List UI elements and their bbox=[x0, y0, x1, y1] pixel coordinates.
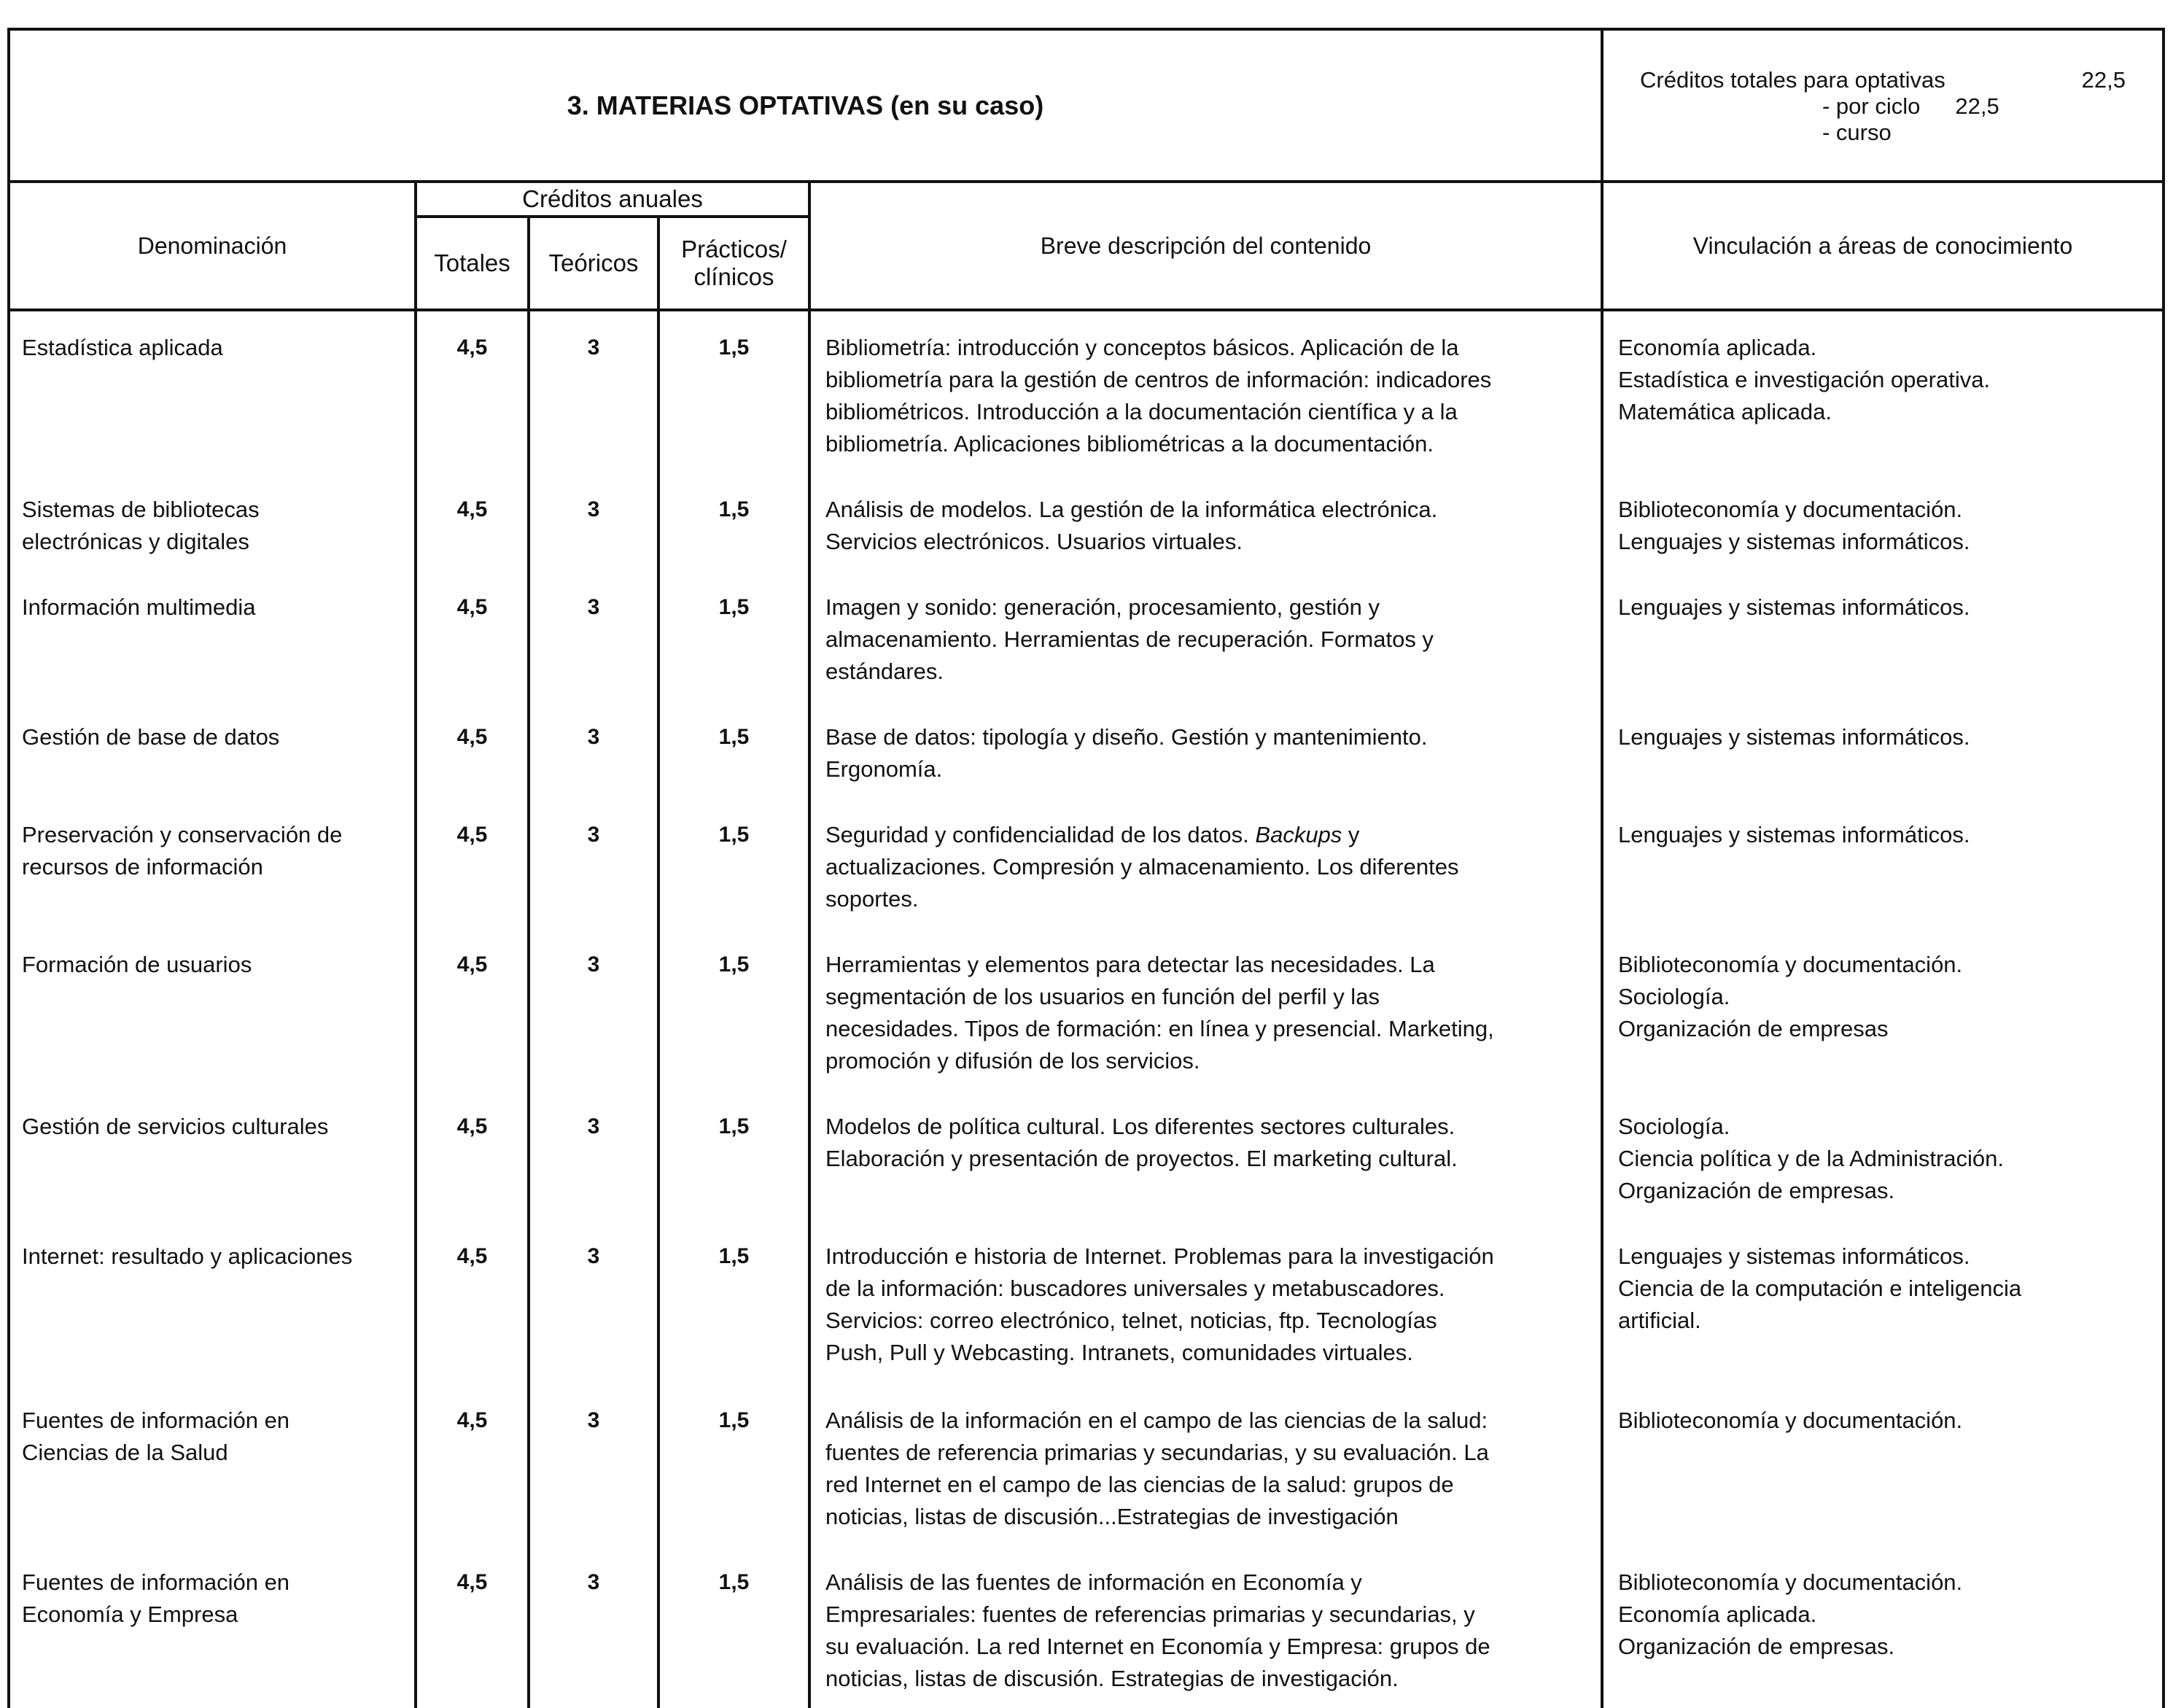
subject-description-line: de la información: buscadores universales y metabuscadores. bbox=[825, 1276, 1445, 1301]
knowledge-area-line: Lenguajes y sistemas informáticos. bbox=[1618, 822, 1970, 847]
credits-totales: 4,5 bbox=[416, 1090, 529, 1220]
col-creditos-anuales: Créditos anuales bbox=[416, 182, 809, 217]
knowledge-area-line: Economía aplicada. bbox=[1618, 335, 1817, 360]
credits-box bbox=[1602, 29, 2164, 182]
subject-description-line: Bibliometría: introducción y conceptos básicos. Aplicación de la bbox=[825, 335, 1459, 360]
knowledge-area-line: Sociología. bbox=[1618, 1114, 1730, 1139]
subject-description-line: su evaluación. La red Internet en Economía y Empresa: grupos de bbox=[825, 1634, 1490, 1659]
col-denominacion: Denominación bbox=[9, 182, 416, 310]
subject-description-line: estándares. bbox=[825, 659, 944, 684]
knowledge-area-line: Matemática aplicada. bbox=[1618, 399, 1832, 424]
subject-name bbox=[9, 571, 416, 701]
subject-description-line: Análisis de las fuentes de información en Economía y bbox=[825, 1569, 1362, 1595]
subject-description-line: Base de datos: tipología y diseño. Gestión y mantenimiento. bbox=[825, 724, 1428, 750]
knowledge-area-line: Lenguajes y sistemas informáticos. bbox=[1618, 724, 1970, 750]
credits-totales: 4,5 bbox=[416, 473, 529, 571]
subject-name-line: electrónicas y digitales bbox=[22, 529, 249, 554]
por-ciclo-label: - por ciclo bbox=[1822, 93, 1921, 119]
credits-teoricos: 3 bbox=[529, 571, 658, 701]
table-row bbox=[9, 701, 2164, 799]
header-row bbox=[9, 29, 2164, 182]
table-row bbox=[9, 928, 2164, 1090]
credits-practicos: 1,5 bbox=[658, 571, 809, 701]
knowledge-area-line: Ciencia de la computación e inteligencia bbox=[1618, 1276, 2022, 1301]
knowledge-area-line: Economía aplicada. bbox=[1618, 1602, 1817, 1627]
knowledge-area-line: artificial. bbox=[1618, 1308, 1701, 1333]
credits-teoricos: 3 bbox=[529, 928, 658, 1090]
subject-description-line: actualizaciones. Compresión y almacenamiento. Los diferentes bbox=[825, 854, 1459, 880]
subject-name-line: Economía y Empresa bbox=[22, 1602, 238, 1627]
subject-description-line: Análisis de la información en el campo de las ciencias de la salud: bbox=[825, 1408, 1488, 1433]
subject-name-line: Gestión de base de datos bbox=[22, 724, 280, 750]
table-row bbox=[9, 1090, 2164, 1220]
subject-name-line: Preservación y conservación de bbox=[22, 822, 343, 847]
subject-name-line: Fuentes de información en bbox=[22, 1408, 290, 1433]
subject-description-line: bibliometría. Aplicaciones bibliométricas a la documentación. bbox=[825, 431, 1434, 457]
credits-practicos: 1,5 bbox=[658, 799, 809, 928]
subject-description-line: noticias, listas de discusión. Estrategias de investigación. bbox=[825, 1666, 1399, 1691]
knowledge-area-line: Lenguajes y sistemas informáticos. bbox=[1618, 529, 1970, 554]
credits-teoricos: 3 bbox=[529, 701, 658, 799]
knowledge-area-line: Estadística e investigación operativa. bbox=[1618, 367, 1991, 392]
col-totales: Totales bbox=[416, 217, 529, 310]
subject-description-line: soportes. bbox=[825, 886, 919, 912]
credits-practicos: 1,5 bbox=[658, 310, 809, 473]
subject-description-line: promoción y difusión de los servicios. bbox=[825, 1048, 1200, 1074]
subject-name bbox=[9, 799, 416, 928]
subject-name bbox=[9, 701, 416, 799]
credits-practicos: 1,5 bbox=[658, 1090, 809, 1220]
knowledge-areas bbox=[1602, 701, 2164, 799]
knowledge-areas bbox=[1602, 799, 2164, 928]
table-row bbox=[9, 799, 2164, 928]
subject-name bbox=[9, 1546, 416, 1708]
knowledge-area-line: Lenguajes y sistemas informáticos. bbox=[1618, 1243, 1970, 1269]
subject-name-line: Formación de usuarios bbox=[22, 952, 252, 977]
subject-name-line: Gestión de servicios culturales bbox=[22, 1114, 329, 1139]
credits-totales: 4,5 bbox=[416, 928, 529, 1090]
column-header-row-1 bbox=[9, 182, 2164, 217]
subject-description bbox=[809, 1090, 1602, 1220]
knowledge-areas bbox=[1602, 1384, 2164, 1546]
description-text: y bbox=[1342, 822, 1360, 847]
knowledge-areas bbox=[1602, 473, 2164, 571]
credits-teoricos: 3 bbox=[529, 799, 658, 928]
table-row bbox=[9, 310, 2164, 473]
credits-totales: 4,5 bbox=[416, 571, 529, 701]
subject-description-line bbox=[825, 819, 1579, 851]
subject-name bbox=[9, 928, 416, 1090]
subject-description-line: Modelos de política cultural. Los diferentes sectores culturales. bbox=[825, 1114, 1455, 1139]
knowledge-area-line: Ciencia política y de la Administración. bbox=[1618, 1146, 2004, 1171]
credits-practicos: 1,5 bbox=[658, 928, 809, 1090]
credits-totales: 4,5 bbox=[416, 1220, 529, 1384]
subject-name bbox=[9, 1090, 416, 1220]
col-practicos: Prácticos/ clínicos bbox=[658, 217, 809, 310]
subject-description bbox=[809, 701, 1602, 799]
knowledge-area-line: Biblioteconomía y documentación. bbox=[1618, 1569, 1963, 1595]
subject-description-line: necesidades. Tipos de formación: en línea y presencial. Marketing, bbox=[825, 1016, 1494, 1041]
knowledge-areas bbox=[1602, 1220, 2164, 1384]
subject-description bbox=[809, 928, 1602, 1090]
knowledge-areas bbox=[1602, 928, 2164, 1090]
subject-description-line: almacenamiento. Herramientas de recuperación. Formatos y bbox=[825, 626, 1434, 652]
optativas-page bbox=[7, 28, 2162, 1708]
subject-name bbox=[9, 310, 416, 473]
credits-practicos: 1,5 bbox=[658, 1384, 809, 1546]
credits-practicos: 1,5 bbox=[658, 473, 809, 571]
subject-name-line: Estadística aplicada bbox=[22, 335, 223, 360]
subject-description-line: noticias, listas de discusión...Estrategias de investigación bbox=[825, 1504, 1399, 1529]
credits-totales: 4,5 bbox=[416, 701, 529, 799]
knowledge-area-line: Sociología. bbox=[1618, 984, 1730, 1009]
credits-totales: 4,5 bbox=[416, 799, 529, 928]
credits-teoricos: 3 bbox=[529, 1090, 658, 1220]
credits-teoricos: 3 bbox=[529, 1384, 658, 1546]
col-descripcion: Breve descripción del contenido bbox=[809, 182, 1602, 310]
credits-label: Créditos totales para optativas bbox=[1640, 67, 1945, 93]
credits-total: 22,5 bbox=[2081, 67, 2126, 93]
credits-teoricos: 3 bbox=[529, 1546, 658, 1708]
subject-description-line: bibliométricos. Introducción a la documentación científica y a la bbox=[825, 399, 1458, 424]
subject-description-line: fuentes de referencia primarias y secundarias, y su evaluación. La bbox=[825, 1440, 1489, 1465]
subject-name bbox=[9, 473, 416, 571]
knowledge-area-line: Organización de empresas. bbox=[1618, 1634, 1895, 1659]
optativas-table bbox=[7, 28, 2165, 1708]
credits-teoricos: 3 bbox=[529, 1220, 658, 1384]
credits-totales: 4,5 bbox=[416, 1546, 529, 1708]
subject-description-line: segmentación de los usuarios en función del perfil y las bbox=[825, 984, 1380, 1009]
table-row bbox=[9, 571, 2164, 701]
credits-teoricos: 3 bbox=[529, 473, 658, 571]
table-row bbox=[9, 1546, 2164, 1708]
subject-description-line: Introducción e historia de Internet. Problemas para la investigación bbox=[825, 1243, 1494, 1269]
subject-description bbox=[809, 1220, 1602, 1384]
por-ciclo-value: 22,5 bbox=[1955, 93, 1999, 119]
subject-name bbox=[9, 1220, 416, 1384]
knowledge-area-line: Organización de empresas. bbox=[1618, 1178, 1895, 1203]
credits-totales: 4,5 bbox=[416, 1384, 529, 1546]
curso-label: - curso bbox=[1822, 120, 1892, 145]
description-text: Seguridad y confidencialidad de los datos. bbox=[825, 822, 1256, 847]
table-row bbox=[9, 1384, 2164, 1546]
subject-description-line: Elaboración y presentación de proyectos. El marketing cultural. bbox=[825, 1146, 1458, 1171]
col-vinculacion: Vinculación a áreas de conocimiento bbox=[1602, 182, 2164, 310]
subject-name-line: Internet: resultado y aplicaciones bbox=[22, 1243, 353, 1269]
subject-description-line: Servicios: correo electrónico, telnet, noticias, ftp. Tecnologías bbox=[825, 1308, 1437, 1333]
credits-practicos: 1,5 bbox=[658, 701, 809, 799]
subject-description-line: Análisis de modelos. La gestión de la informática electrónica. bbox=[825, 497, 1438, 522]
knowledge-area-line: Biblioteconomía y documentación. bbox=[1618, 1408, 1963, 1433]
knowledge-areas bbox=[1602, 310, 2164, 473]
knowledge-areas bbox=[1602, 1090, 2164, 1220]
subject-description-line: Herramientas y elementos para detectar las necesidades. La bbox=[825, 952, 1435, 977]
description-emphasis: Backups bbox=[1255, 822, 1342, 847]
knowledge-area-line: Lenguajes y sistemas informáticos. bbox=[1618, 594, 1970, 620]
subject-name-line: recursos de información bbox=[22, 854, 263, 880]
subject-name-line: Ciencias de la Salud bbox=[22, 1440, 228, 1465]
subject-description bbox=[809, 473, 1602, 571]
section-title: 3. MATERIAS OPTATIVAS (en su caso) bbox=[9, 29, 1602, 182]
knowledge-area-line: Biblioteconomía y documentación. bbox=[1618, 952, 1963, 977]
subject-name bbox=[9, 1384, 416, 1546]
knowledge-areas bbox=[1602, 1546, 2164, 1708]
knowledge-area-line: Organización de empresas bbox=[1618, 1016, 1889, 1041]
subject-description-line: Servicios electrónicos. Usuarios virtuales. bbox=[825, 529, 1243, 554]
subject-description bbox=[809, 799, 1602, 928]
credits-teoricos: 3 bbox=[529, 310, 658, 473]
col-teoricos: Teóricos bbox=[529, 217, 658, 310]
table-row bbox=[9, 1220, 2164, 1384]
knowledge-area-line: Biblioteconomía y documentación. bbox=[1618, 497, 1963, 522]
subject-description bbox=[809, 310, 1602, 473]
subject-description-line: red Internet en el campo de las ciencias de la salud: grupos de bbox=[825, 1472, 1454, 1497]
subject-description bbox=[809, 1546, 1602, 1708]
subject-description-line: Push, Pull y Webcasting. Intranets, comunidades virtuales. bbox=[825, 1340, 1413, 1365]
subject-name-line: Información multimedia bbox=[22, 594, 256, 620]
subject-description bbox=[809, 571, 1602, 701]
subject-description-line: Empresariales: fuentes de referencias primarias y secundarias, y bbox=[825, 1602, 1475, 1627]
subject-name-line: Sistemas de bibliotecas bbox=[22, 497, 260, 522]
subject-description bbox=[809, 1384, 1602, 1546]
subject-description-line: bibliometría para la gestión de centros de información: indicadores bbox=[825, 367, 1492, 392]
credits-totales: 4,5 bbox=[416, 310, 529, 473]
table-row bbox=[9, 473, 2164, 571]
subject-description-line: Ergonomía. bbox=[825, 756, 943, 782]
knowledge-areas bbox=[1602, 571, 2164, 701]
credits-practicos: 1,5 bbox=[658, 1220, 809, 1384]
table-body bbox=[9, 310, 2164, 1708]
credits-practicos: 1,5 bbox=[658, 1546, 809, 1708]
subject-name-line: Fuentes de información en bbox=[22, 1569, 290, 1595]
subject-description-line: Imagen y sonido: generación, procesamiento, gestión y bbox=[825, 594, 1380, 620]
